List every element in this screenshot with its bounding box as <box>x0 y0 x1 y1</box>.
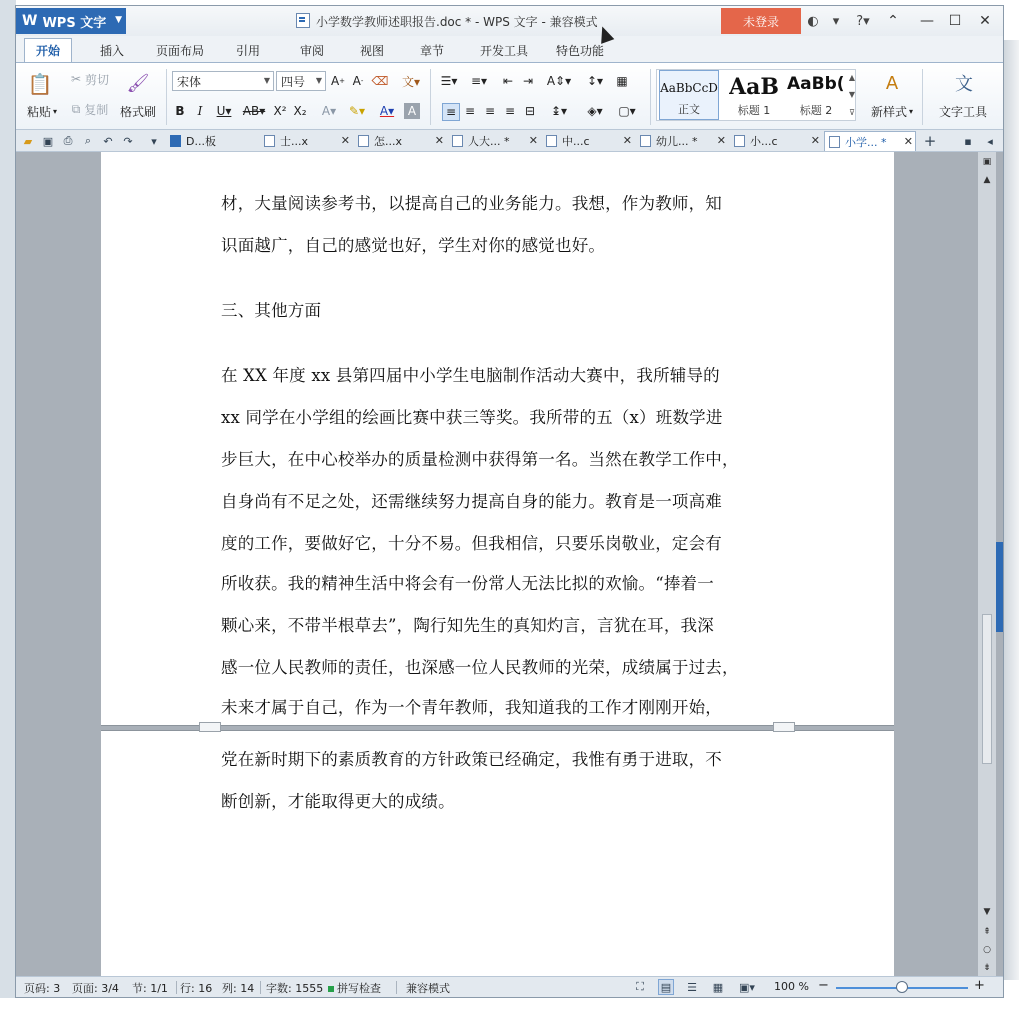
subscript-icon[interactable]: X₂ <box>293 104 307 118</box>
paste-icon[interactable]: 📋 <box>27 72 53 96</box>
chevron-down-icon: ▼ <box>263 76 270 85</box>
task-pane-toggle[interactable] <box>996 542 1003 632</box>
tab-review[interactable]: 审阅 <box>299 43 324 58</box>
status-spell-check[interactable] <box>328 980 381 996</box>
tab-list-icon[interactable]: ▪ <box>964 134 972 148</box>
style-name: 正文 <box>678 103 700 116</box>
document-icon <box>452 135 463 147</box>
chevron-down-icon[interactable]: ▾ <box>151 134 157 148</box>
desktop-background-left <box>0 0 16 1012</box>
help-icon[interactable]: ?▾ <box>856 13 870 29</box>
doc-tab-active[interactable] <box>824 131 916 151</box>
style-name: 标题 2 <box>799 104 833 117</box>
underline-icon[interactable]: U▾ <box>216 104 232 118</box>
status-bar <box>16 976 1003 997</box>
document-icon <box>640 135 651 147</box>
cut-button[interactable] <box>66 71 114 87</box>
increase-indent-icon[interactable]: ⇥ <box>522 74 534 88</box>
paste-label: 粘贴 <box>26 104 51 119</box>
more-icon: ⊽ <box>849 107 855 117</box>
wps-writer-window <box>15 5 1004 998</box>
chevron-up-icon: ▲ <box>848 73 856 83</box>
scroll-down-icon[interactable]: ▼ <box>983 907 991 917</box>
zoom-in-icon[interactable]: + <box>974 978 985 993</box>
scrollbar-thumb[interactable] <box>982 614 992 764</box>
doc-tab[interactable] <box>542 131 634 151</box>
tab-home[interactable]: 开始 <box>24 38 72 62</box>
font-name-value: 宋体 <box>177 74 202 89</box>
align-right-icon[interactable]: ≡ <box>484 104 496 118</box>
numbered-list-icon[interactable]: ≡▾ <box>470 74 488 88</box>
doc-tab[interactable] <box>166 131 258 151</box>
document-icon <box>829 136 840 148</box>
close-icon[interactable]: ✕ <box>340 134 350 147</box>
redo-icon[interactable]: ↷ <box>123 134 133 148</box>
char-shading-icon[interactable]: A <box>404 103 420 119</box>
close-icon[interactable]: ✕ <box>622 134 632 147</box>
ribbon-separator <box>166 69 167 125</box>
style-name: 标题 1 <box>737 104 771 117</box>
doc-line: 党在新时期下的素质教育的方针政策已经确定，我惟有勇于进取，不 <box>221 750 722 769</box>
document-icon <box>734 135 745 147</box>
login-button[interactable]: 未登录 <box>721 8 801 34</box>
sort-icon[interactable]: ↕▾ <box>586 74 604 88</box>
document-page[interactable] <box>101 152 894 976</box>
strikethrough-icon[interactable]: AB▾ <box>242 104 266 118</box>
maximize-button[interactable]: ☐ <box>948 13 962 29</box>
doc-line: 自身尚有不足之处，还需继续努力提高自身的能力。教育是一项高难 <box>221 492 722 511</box>
cut-label: 剪切 <box>85 72 110 87</box>
ribbon-separator <box>922 69 923 125</box>
undo-icon[interactable]: ↶ <box>103 134 113 148</box>
shading-fill-icon[interactable]: ◈▾ <box>587 104 603 118</box>
grow-font-icon[interactable]: A + <box>330 74 346 88</box>
distribute-icon[interactable]: ⊟ <box>524 104 536 118</box>
close-icon[interactable]: ✕ <box>810 134 820 147</box>
doc-line: 识面越广，自己的感觉也好，学生对你的感觉也好。 <box>221 236 606 255</box>
doc-tab[interactable] <box>354 131 446 151</box>
next-page-icon[interactable]: ⇟ <box>983 963 991 973</box>
table-icon[interactable]: ▦ <box>616 74 628 88</box>
style-preview: AaBbCcD <box>660 81 718 95</box>
status-page: 页面: 3/4 <box>72 982 119 995</box>
format-painter-icon[interactable]: 🖌 <box>126 72 150 94</box>
status-page-code: 页码: 3 <box>24 982 61 995</box>
tab-insert[interactable]: 插入 <box>99 43 124 58</box>
doc-tab-label: 士...x <box>280 135 308 148</box>
window-title-text: 小学数学教师述职报告.doc * - WPS 文字 - 兼容模式 <box>316 15 598 29</box>
browse-object-icon[interactable]: ○ <box>983 945 991 955</box>
close-icon[interactable]: ✕ <box>716 134 726 147</box>
document-tabs-bar <box>16 130 1003 152</box>
copy-button[interactable] <box>66 101 114 117</box>
shirt-icon[interactable]: ▾ <box>832 13 840 29</box>
doc-heading: 三、其他方面 <box>221 301 322 320</box>
wps-logo-icon: W <box>22 13 38 29</box>
text-tools-icon[interactable]: 文 <box>955 74 973 95</box>
font-color-icon[interactable]: A▾ <box>379 104 395 118</box>
format-painter-button[interactable]: 格式刷 <box>119 104 156 119</box>
style-preview: AaB <box>729 74 779 100</box>
reading-view-icon[interactable]: ▣▾ <box>739 980 755 994</box>
wps-menu-button[interactable] <box>16 8 126 34</box>
split-icon[interactable]: ▣ <box>982 157 992 167</box>
doc-line: 步巨大，在中心校举办的质量检测中获得第一名。当然在教学工作中， <box>221 450 739 469</box>
minimize-button[interactable]: — <box>920 13 934 29</box>
tab-page-layout[interactable]: 页面布局 <box>155 43 204 58</box>
outline-view-icon[interactable]: ☰ <box>687 980 697 994</box>
status-word-count[interactable]: 字数: 1555 <box>266 982 324 995</box>
justify-icon[interactable]: ≡ <box>504 104 516 118</box>
tab-references[interactable]: 引用 <box>235 43 260 58</box>
status-separator <box>396 981 397 994</box>
style-heading-1[interactable] <box>723 70 785 120</box>
close-icon[interactable]: ✕ <box>903 135 913 148</box>
save-icon[interactable]: ▣ <box>42 134 54 148</box>
page-break <box>101 725 894 731</box>
status-separator <box>176 981 177 994</box>
doc-line: 度的工作，要做好它，十分不易。但我相信，只要乐岗敬业，定会有 <box>221 534 722 553</box>
doc-line: 感一位人民教师的责任，也深感一位人民教师的光荣，成绩属于过去， <box>221 658 739 677</box>
copy-icon: ⧉ <box>71 101 81 116</box>
desktop-background-bottom <box>0 998 1019 1012</box>
web-view-icon[interactable]: ▦ <box>712 980 724 994</box>
style-preview: AaBb( <box>787 74 845 94</box>
doc-tab-label: 人大... * <box>468 135 510 148</box>
decrease-indent-icon[interactable]: ⇤ <box>502 74 514 88</box>
status-col: 列: 14 <box>222 982 255 995</box>
line-spacing-icon[interactable]: ↨▾ <box>550 104 568 118</box>
bullet-list-icon[interactable]: ☰▾ <box>440 74 458 88</box>
superscript-icon[interactable]: X² <box>273 104 287 118</box>
page-break-handle[interactable] <box>199 722 221 732</box>
chevron-down-icon: ▾ <box>909 106 914 116</box>
align-center-icon[interactable]: ≡ <box>464 104 476 118</box>
font-name-select[interactable] <box>172 71 274 91</box>
styles-scroll[interactable] <box>846 69 858 121</box>
scissors-icon: ✂ <box>70 72 82 86</box>
title-bar <box>16 6 1003 36</box>
copy-label: 复制 <box>84 102 109 117</box>
italic-icon[interactable]: I <box>197 104 203 118</box>
border-icon[interactable]: ▢▾ <box>618 104 636 118</box>
collapse-ribbon-icon[interactable]: ⌃ <box>887 13 899 29</box>
doc-tab[interactable] <box>730 131 822 151</box>
docer-icon <box>170 135 181 147</box>
close-icon[interactable]: ✕ <box>434 134 444 147</box>
new-tab-icon[interactable]: + <box>923 132 937 150</box>
zoom-level[interactable]: 100 % <box>774 980 809 993</box>
back-icon[interactable]: ◂ <box>987 134 993 148</box>
font-size-select[interactable] <box>276 71 326 91</box>
styles-gallery <box>656 69 856 121</box>
doc-tab-label: 幼儿... * <box>656 135 698 148</box>
doc-line: 断创新，才能取得更大的成绩。 <box>221 792 455 811</box>
new-style-button[interactable] <box>866 103 918 119</box>
shrink-font-icon[interactable]: A - <box>352 74 364 88</box>
align-left-icon[interactable]: ≡ <box>442 103 460 121</box>
close-button[interactable]: ✕ <box>979 13 991 29</box>
scroll-up-icon[interactable]: ▲ <box>983 175 991 185</box>
spell-check-label: 拼写检查 <box>337 982 381 995</box>
open-icon[interactable]: ▰ <box>23 134 33 148</box>
spell-check-indicator-icon <box>328 986 334 992</box>
text-effect-icon[interactable]: A▾ <box>321 104 337 118</box>
doc-line: 材，大量阅读参考书，以提高自己的业务能力。我想，作为教师，知 <box>221 194 722 213</box>
print-icon[interactable]: ⎙ <box>63 134 73 147</box>
doc-tab-label: D...板 <box>186 135 216 148</box>
window-title <box>296 13 598 30</box>
vertical-scrollbar[interactable] <box>978 152 996 976</box>
zoom-out-icon[interactable]: − <box>818 978 829 993</box>
close-icon[interactable]: ✕ <box>528 134 538 147</box>
doc-line: 所收获。我的精神生活中将会有一份常人无法比拟的欢愉。“捧着一 <box>221 574 714 593</box>
ribbon-tabs <box>16 38 1003 62</box>
wps-menu-label: WPS 文字 <box>42 15 107 31</box>
page-break-handle[interactable] <box>773 722 795 732</box>
tab-view[interactable]: 视图 <box>359 43 384 58</box>
highlight-icon[interactable]: ✎▾ <box>348 104 366 118</box>
ribbon-home <box>16 62 1003 130</box>
doc-tab-label: 小学... * <box>845 135 887 149</box>
status-separator <box>260 981 261 994</box>
status-row: 行: 16 <box>180 982 213 995</box>
tab-chapter[interactable]: 章节 <box>419 43 444 58</box>
chevron-down-icon: ▼ <box>848 90 856 100</box>
skin-icon[interactable]: ◐ <box>807 13 819 29</box>
chevron-down-icon: ▾ <box>53 106 58 116</box>
doc-line: 在 XX 年度 xx 县第四届中小学生电脑制作活动大赛中，我所辅导的 <box>221 366 720 385</box>
doc-line: 未来才属于自己，作为一个青年教师，我知道我的工作才刚刚开始， <box>221 698 722 717</box>
new-style-label: 新样式 <box>870 104 907 119</box>
chevron-down-icon: ▼ <box>315 76 322 85</box>
document-workspace <box>16 152 1003 976</box>
document-icon <box>358 135 369 147</box>
doc-tab[interactable] <box>636 131 728 151</box>
doc-tab[interactable] <box>448 131 540 151</box>
new-style-icon[interactable]: A <box>885 72 899 94</box>
doc-tab[interactable] <box>260 131 352 151</box>
bold-icon[interactable]: B <box>175 104 185 118</box>
status-compat-mode: 兼容模式 <box>406 982 450 995</box>
document-icon <box>296 13 310 28</box>
document-icon <box>546 135 557 147</box>
style-heading-2[interactable] <box>787 70 845 120</box>
doc-tab-label: 怎...x <box>374 135 402 148</box>
text-direction-icon[interactable]: A⇕▾ <box>546 74 572 88</box>
zoom-slider-handle[interactable] <box>896 981 908 993</box>
ribbon-separator <box>430 69 431 125</box>
chevron-down-icon: ▼ <box>115 15 122 25</box>
pinyin-icon[interactable]: 文▾ <box>401 74 421 89</box>
print-preview-icon[interactable]: ⌕ <box>84 134 92 147</box>
paste-button[interactable] <box>22 103 62 119</box>
document-icon <box>264 135 275 147</box>
doc-tab-label: 小...c <box>750 135 778 148</box>
status-section: 节: 1/1 <box>132 982 168 995</box>
ribbon-separator <box>650 69 651 125</box>
doc-tab-label: 中...c <box>562 135 590 148</box>
text-tools-button[interactable]: 文字工具 <box>938 104 987 119</box>
doc-line: xx 同学在小学组的绘画比赛中获三等奖。我所带的五（x）班数学进 <box>221 408 723 427</box>
tab-features[interactable]: 特色功能 <box>555 43 604 58</box>
full-screen-icon[interactable]: ⛶ <box>636 980 644 993</box>
tab-developer[interactable]: 开发工具 <box>479 43 528 58</box>
clear-format-icon[interactable]: ⌫ <box>371 74 389 88</box>
font-size-value: 四号 <box>281 74 306 89</box>
style-normal[interactable] <box>659 70 719 120</box>
desktop-background-right <box>1004 40 1019 980</box>
previous-page-icon[interactable]: ⇞ <box>983 927 991 937</box>
page-view-icon[interactable]: ▤ <box>658 979 674 995</box>
doc-line: 颗心来，不带半根草去”，陶行知先生的真知灼言，言犹在耳，我深 <box>221 616 714 635</box>
